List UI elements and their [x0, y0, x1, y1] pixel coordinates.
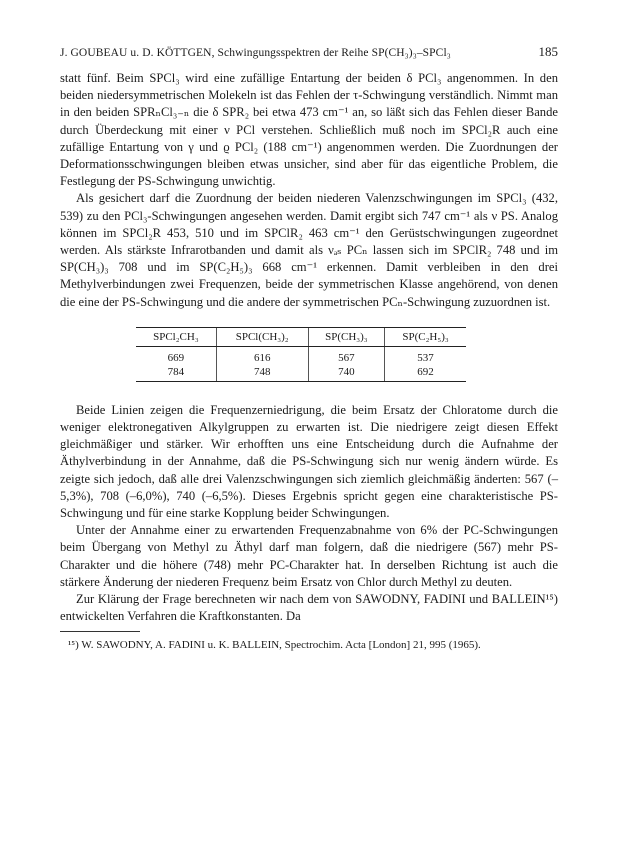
page-number: 185 — [538, 44, 558, 59]
footnote-divider — [60, 631, 140, 632]
table-row — [136, 346, 466, 365]
table-row — [136, 365, 466, 382]
paragraph-4: Unter der Annahme einer zu erwartenden Frequenzabnahme von 6% der PC-Schwingungen beim Übergang von Methyl zu Äthyl darf man folgern, daß die niedrigere (567) mehr PS-Charakter und die höhere (748) mehr PC-Charakter hat. In derselben Richtung ist auch die stärkere Änderung der niederen Frequenz beim Ersatz von Chlor durch Methyl zu deuten. — [60, 523, 558, 589]
table-header-cell: SPCl(CH₃)₂ — [216, 327, 308, 346]
paragraph-1: statt fünf. Beim SPCl₃ wird eine zufällige Entartung der beiden δ PCl₃ angenommen. In den beiden niedersymmetrischen Molekeln ist das Fehlen der τ-Schwingung verständlich. Nimmt man in den beiden SPRₙCl₃₋ₙ die δ SPR₂ bei etwa 473 cm⁻¹ an, so läßt sich das Fehlen dieser Bande durch Überdeckung mit einer ν PCl verstehen. Schließlich muß noch im SPCl₂R auch eine zufällige Entartung von γ und ϱ PCl₂ (188 cm⁻¹) angenommen werden. Die Zuordnungen der Deformationsschwingungen bleiben etwas unsicher, sind aber für das eigentliche Problem, die Festlegung der PS-Schwingung unwichtig. — [60, 71, 558, 189]
table-header-cell: SPCl₂CH₃ — [136, 327, 216, 346]
frequency-table — [136, 327, 466, 382]
running-header — [60, 44, 558, 60]
table-cell: 784 — [136, 365, 216, 382]
paragraph-3: Beide Linien zeigen die Frequenzerniedrigung, die beim Ersatz der Chloratome durch die weniger elektronegativen Alkylgruppen zu erwarten ist. Die niedrigere zeigt diesen Effekt gleichmäßiger und stärker. Wir erhofften uns eine Entscheidung durch die Aufnahme der Äthylverbindung in der Annahme, daß die PS-Schwingung sich nur wenig ändern würde. Es zeigte sich jedoch, daß alle drei Valenzschwingungen sich ziemlich gleichmäßig änderten: 567 (–5,3%), 708 (–6,0%), 740 (–6,5%). Dieses Ergebnis spricht gegen eine charakteristische PS-Schwingung und für eine starke Kopplung beider Schwingungen. — [60, 402, 558, 521]
running-title: J. GOUBEAU u. D. KÖTTGEN, Schwingungsspektren der Reihe SP(CH₃)₃–SPCl₃ — [60, 47, 451, 59]
body-text — [60, 70, 558, 652]
table-cell: 537 — [385, 346, 466, 365]
table-header-cell: SP(C₂H₅)₃ — [385, 327, 466, 346]
footnote: ¹⁵) W. SAWODNY, A. FADINI u. K. BALLEIN, Spectrochim. Acta [London] 21, 995 (1965). — [68, 639, 481, 652]
table-cell: 748 — [216, 365, 308, 382]
paragraph-2: Als gesichert darf die Zuordnung der beiden niederen Valenzschwingungen im SPCl₃ (432, 539) zu den PCl₃-Schwingungen angesehen werden. Damit ergibt sich 747 cm⁻¹ als ν PS. Analog können im SPCl₂R 453, 510 und im SPClR₂ 463 cm⁻¹ den Gerüstschwingungen zugeordnet werden. Als stärkste Infrarotbanden und damit als νₐₛ PCₙ lassen sich im SPClR₂ 748 und im SP(CH₃)₃ 708 und im SP(C₂H₅)₃ 668 cm⁻¹ erkennen. Damit verbleiben in den drei Methylverbindungen zwei Frequenzen, beide der symmetrischen Klasse angehörend, von denen die eine der PS-Schwingung und die andere der symmetrischen PCₙ-Schwingung zuzuordnen ist. — [60, 191, 558, 309]
table-cell: 669 — [167, 351, 185, 364]
table-cell: 616 — [216, 346, 308, 365]
table-header-cell: SP(CH₃)₃ — [308, 327, 384, 346]
table-cell: 692 — [385, 365, 466, 382]
table-cell: 740 — [308, 365, 384, 382]
table-cell: 567 — [308, 346, 384, 365]
paragraph-5: Zur Klärung der Frage berechneten wir nach dem von SAWODNY, FADINI und BALLEIN¹⁵) entwickelten Verfahren die Kraftkonstanten. Da — [60, 592, 558, 624]
